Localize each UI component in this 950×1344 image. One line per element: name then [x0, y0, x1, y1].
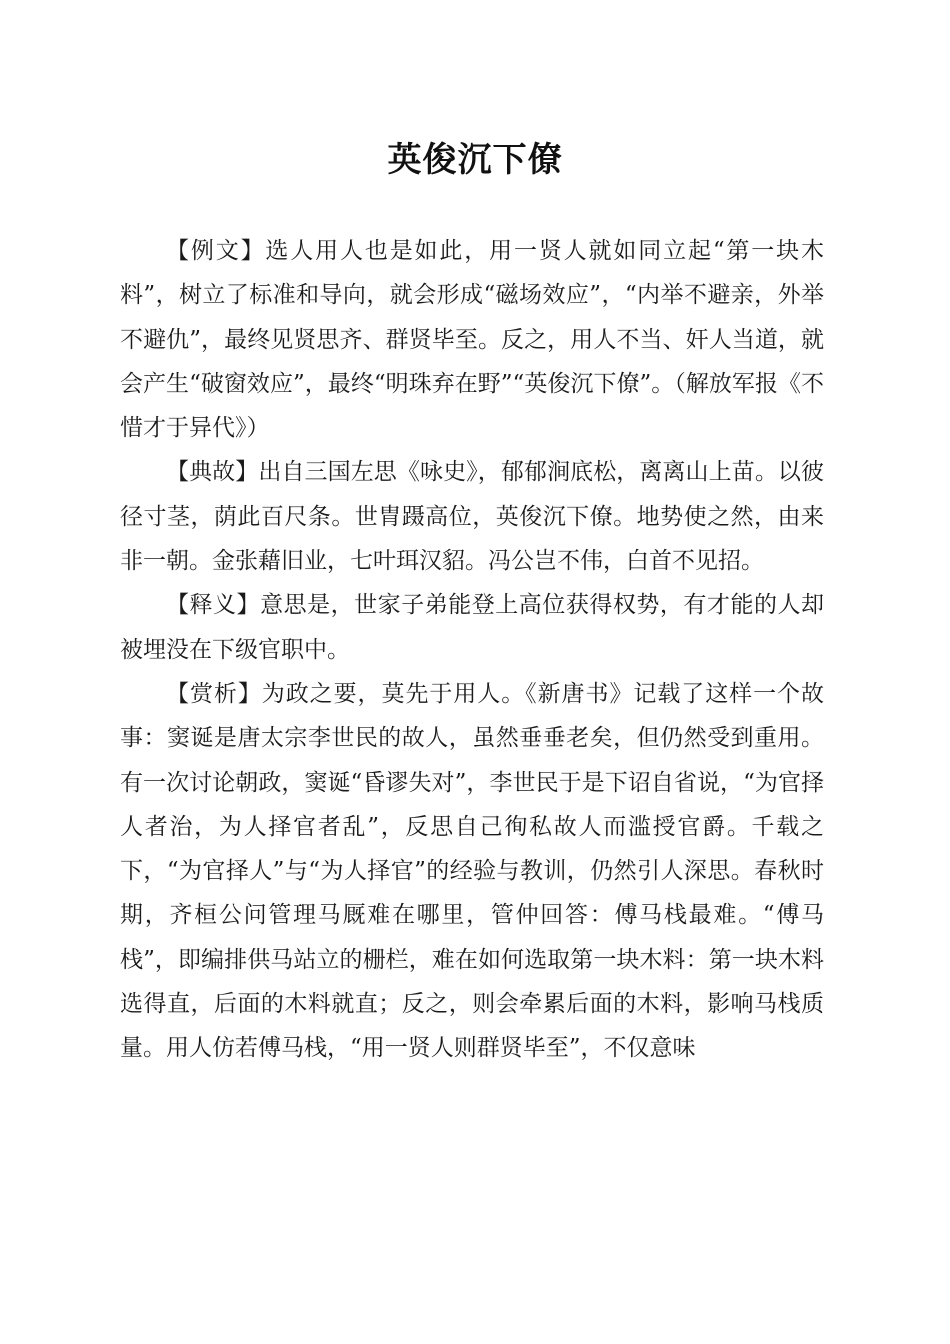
paragraph-text: 意思是，世家子弟能登上高位获得权势，有才能的人却被埋没在下级官职中。	[120, 592, 825, 663]
paragraph-text: 出自三国左思《咏史》，郁郁涧底松，离离山上苗。以彼径寸茎，荫此百尺条。世胄蹑高位，英俊沉下僚。地势使之然，由来非一朝。金张藉旧业，七叶珥汉貂。冯公岂不伟，白首不见招。	[120, 459, 825, 575]
paragraph-tag: 【释义】	[166, 592, 261, 619]
paragraph-tag: 【典故】	[166, 459, 259, 486]
paragraph-tag: 【例文】	[166, 238, 266, 264]
paragraph-tag: 【赏析】	[166, 680, 262, 707]
paragraph-text: 为政之要，莫先于用人。《新唐书》记载了这样一个故事：窦诞是唐太宗李世民的故人，虽然垂垂老矣，但仍然受到重用。有一次讨论朝政，窦诞“昏谬失对”，李世民于是下诏自省说，“为官择人者治，为人择官者乱”，反思自己徇私故人而滥授官爵。千载之下，“为官择人”与“为人择官”的经验与教训，仍然引人深思。春秋时期，齐桓公问管理马厩难在哪里，管仲回答：傅马栈最难。“傅马栈”，即编排供马站立的栅栏，难在如何选取第一块木料：第一块木料选得直，后面的木料就直；反之，则会牵累后面的木料，影响马栈质量。用人仿若傅马栈，“用一贤人则群贤毕至”，不仅意味	[120, 680, 825, 1062]
page-title: 英俊沉下僚	[387, 140, 563, 180]
article-body	[120, 229, 824, 1071]
paragraph-meaning	[120, 583, 824, 672]
paragraph-allusion	[120, 450, 824, 583]
paragraph-text: 选人用人也是如此，用一贤人就如同立起“第一块木料”，树立了标准和导向，就会形成“磁场效应”，“内举不避亲，外举不避仇”，最终见贤思齐、群贤毕至。反之，用人不当、奸人当道，就会产生“破窗效应”，最终“明珠弃在野”“英俊沉下僚”。（解放军报《不惜才于异代》）	[120, 238, 824, 442]
paragraph-analysis	[120, 672, 824, 1071]
paragraph-example	[120, 229, 824, 450]
